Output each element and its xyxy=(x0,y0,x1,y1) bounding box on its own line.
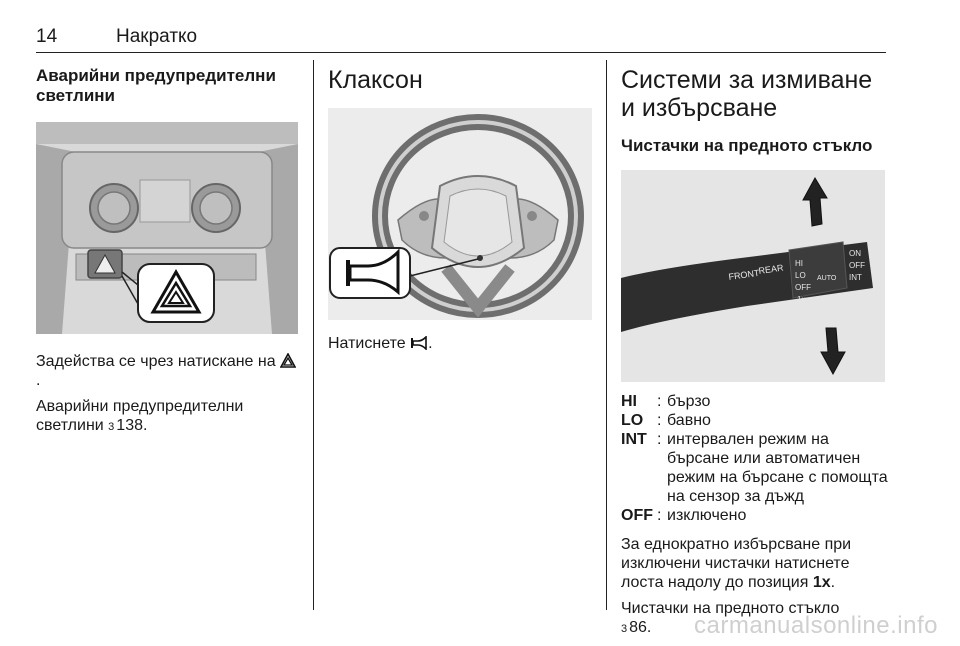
lever-label-1x: 1x xyxy=(797,295,806,304)
wiper-position-desc: изключено xyxy=(667,507,747,524)
lever-label-lo: LO xyxy=(795,271,806,280)
column-wipers xyxy=(621,58,891,646)
hazard-reference-page[interactable]: 138. xyxy=(116,417,148,434)
single-wipe-instruction xyxy=(621,535,891,592)
wiper-position-term: OFF xyxy=(621,507,653,524)
column-hazard-lights xyxy=(36,58,298,444)
hazard-section-title: Аварийни предупредителни светлини xyxy=(36,66,276,105)
horn-instruction-end: . xyxy=(428,335,433,352)
wiper-position-desc: бързо xyxy=(667,393,711,410)
hazard-reference xyxy=(36,397,298,437)
lever-label-int: INT xyxy=(849,273,862,282)
wipers-section-title: Системи за измиване и избърсване xyxy=(621,66,873,122)
definition-colon: : xyxy=(657,507,662,524)
lever-label-off: OFF xyxy=(795,283,811,292)
hazard-instruction-text: Задействa се чрез натискане на xyxy=(36,353,281,370)
column-horn xyxy=(328,58,592,360)
wiper-position-row xyxy=(621,392,891,411)
horn-section-title: Клаксон xyxy=(328,66,423,94)
hazard-reference-text: Аварийни предупредителни светлини xyxy=(36,398,244,434)
lever-label-on: ON xyxy=(849,249,861,258)
wiper-position-term: HI xyxy=(621,393,637,410)
wiper-position-term: INT xyxy=(621,431,647,448)
hazard-instruction xyxy=(36,352,298,390)
lever-label-off-2: OFF xyxy=(849,261,865,270)
horn-instruction xyxy=(328,334,592,353)
wiper-positions-list xyxy=(621,392,891,525)
single-wipe-position: 1x xyxy=(812,574,831,591)
wiper-position-desc: бавно xyxy=(667,412,711,429)
steering-wheel-illustration xyxy=(328,108,592,320)
definition-colon: : xyxy=(657,412,662,429)
single-wipe-text: За еднократно избърсване при изключени чистачки натиснете лоста надолу до позиция xyxy=(621,536,852,591)
wiper-position-row xyxy=(621,506,891,525)
wiper-lever-illustration xyxy=(621,170,885,382)
wiper-position-row xyxy=(621,411,891,430)
column-divider xyxy=(313,60,314,610)
reference-arrow-icon: 3 xyxy=(621,623,628,635)
hazard-instruction-end: . xyxy=(36,372,41,389)
hazard-switch-illustration xyxy=(36,122,298,334)
wiper-position-term: LO xyxy=(621,412,644,429)
wiper-position-desc: интервален режим на бърсане или автоматичен режим на бърсане с помощта на сензор за дъжд xyxy=(667,431,888,505)
wipers-reference-text: Чистачки на предното стъкло xyxy=(621,600,840,617)
single-wipe-end: . xyxy=(830,574,836,591)
watermark: carmanualsonline.info xyxy=(694,612,938,639)
definition-colon: : xyxy=(657,431,662,448)
lever-label-front: FRONT xyxy=(727,267,760,282)
section-title: Накратко xyxy=(116,26,198,47)
reference-arrow-icon: 3 xyxy=(108,421,115,433)
wiper-position-row xyxy=(621,430,891,506)
horn-instruction-text: Натиснете xyxy=(328,335,411,352)
column-divider xyxy=(606,60,607,610)
page-header xyxy=(36,22,886,53)
wipers-reference-page[interactable]: 86. xyxy=(629,619,652,636)
horn-icon xyxy=(410,336,428,350)
lever-label-hi: HI xyxy=(795,259,803,268)
page-number: 14 xyxy=(36,26,58,47)
front-wipers-subtitle: Чистачки на предното стъкло xyxy=(621,136,873,155)
lever-label-rear: REAR xyxy=(757,262,785,276)
lever-label-auto: AUTO xyxy=(817,275,837,282)
definition-colon: : xyxy=(657,393,662,410)
hazard-triangle-icon xyxy=(280,353,296,368)
